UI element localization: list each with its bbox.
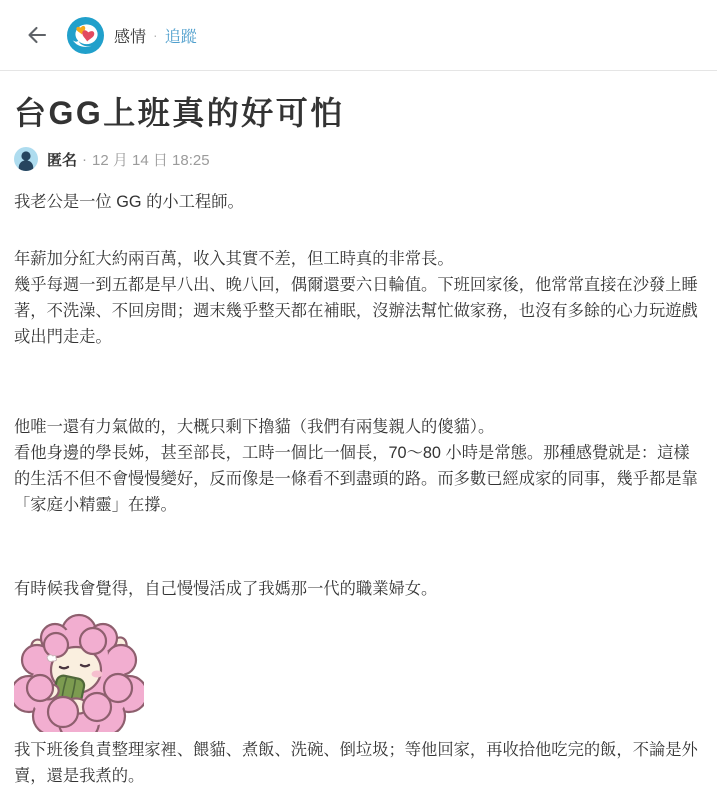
header-separator: · [153, 27, 158, 43]
back-button[interactable] [24, 22, 50, 48]
paragraph: 他唯一還有力氣做的，大概只剩下擼貓（我們有兩隻親人的傻貓）。 [14, 418, 495, 436]
paragraph: 我下班後負責整理家裡、餵貓、煮飯、洗碗、倒垃圾；等他回家，再收拾他吃完的飯，不論是外賣，還是我煮的。 [14, 741, 698, 785]
post-title: 台GG上班真的好可怕 [14, 95, 345, 131]
sheep-money-sticker-image[interactable] [14, 610, 144, 732]
paragraph: 有時候我會覺得，自己慢慢活成了我媽那一代的職業婦女。 [14, 580, 438, 598]
board-logo-icon[interactable] [67, 17, 104, 54]
post-timestamp: 12 月 14 日 18:25 [92, 151, 210, 169]
follow-link[interactable]: 追蹤 [164, 28, 197, 46]
top-bar [0, 0, 717, 71]
anonymous-avatar-icon [14, 147, 38, 171]
board-name-link[interactable]: 感情 [114, 28, 147, 46]
author-name: 匿名 [47, 151, 78, 169]
paragraph: 年薪加分紅大約兩百萬，收入其實不差，但工時真的非常長。 [14, 250, 454, 268]
paragraph: 看他身邊的學長姊，甚至部長，工時一個比一個長，70～80 小時是常態。那種感覺就是：這樣的生活不但不會慢慢變好，反而像是一條看不到盡頭的路。而多數已經成家的同事，幾乎都是靠「家庭小精靈」在撐。 [14, 444, 698, 514]
arrow-left-icon [25, 23, 49, 47]
post-container [0, 93, 717, 789]
paragraph: 我老公是一位 GG 的小工程師。 [14, 193, 244, 211]
post-body [12, 189, 705, 789]
author-row [14, 147, 703, 171]
meta-separator: · [82, 150, 88, 168]
paragraph: 幾乎每週一到五都是早八出、晚八回，偶爾還要六日輪值。下班回家後，他常常直接在沙發上睡著，不洗澡、不回房間；週末幾乎整天都在補眠，沒辦法幫忙做家務，也沒有多餘的心力玩遊戲或出門走走。 [14, 276, 698, 346]
